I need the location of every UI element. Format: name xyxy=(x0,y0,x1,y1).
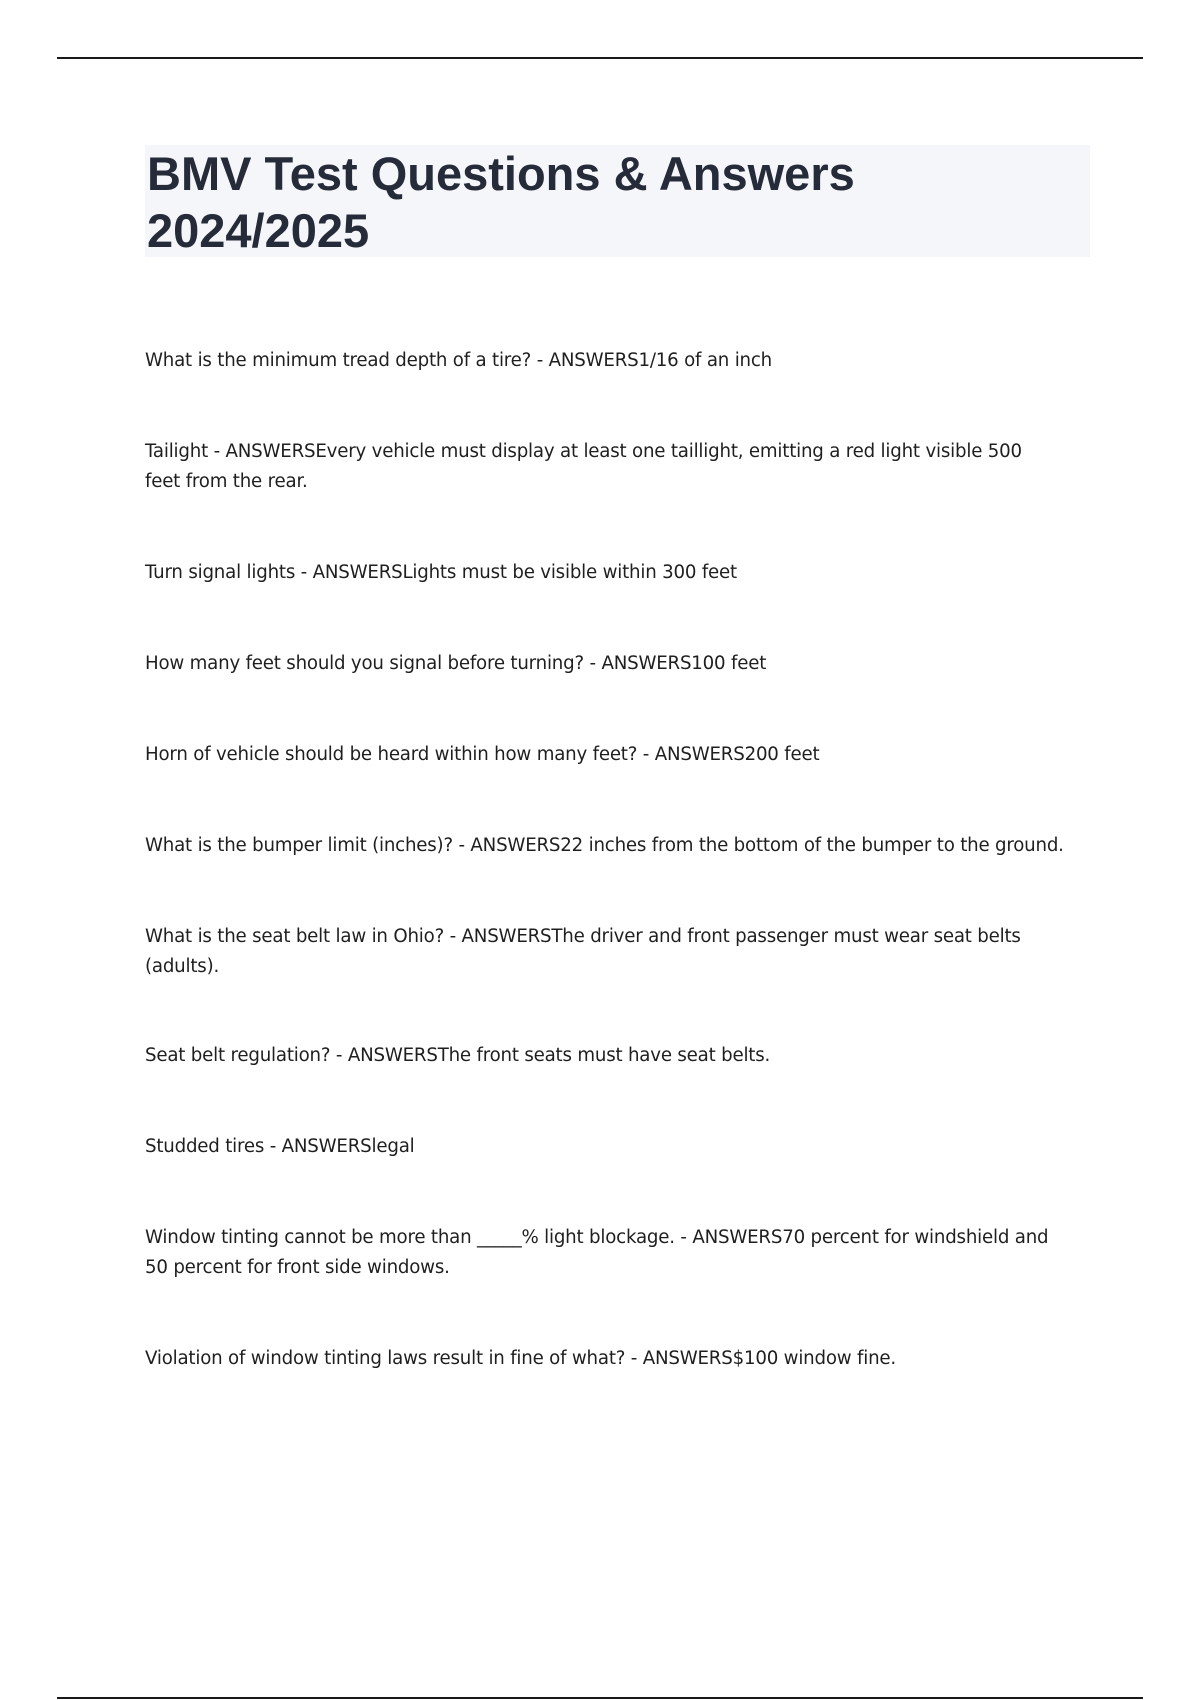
qa-item: Window tinting cannot be more than _____% light blockage. - ANSWERS70 percent for windshield and 50 percent for front side windows. xyxy=(145,1227,1049,1278)
qa-item: How many feet should you signal before turning? - ANSWERS100 feet xyxy=(145,653,767,674)
qa-item: Studded tires - ANSWERSlegal xyxy=(145,1136,415,1157)
qa-item: What is the minimum tread depth of a tire? - ANSWERS1/16 of an inch xyxy=(145,350,772,371)
qa-item: Tailight - ANSWERSEvery vehicle must display at least one taillight, emitting a red light visible 500 feet from the rear. xyxy=(145,441,1022,492)
qa-item: Violation of window tinting laws result in fine of what? - ANSWERS$100 window fine. xyxy=(145,1348,896,1369)
qa-item: Turn signal lights - ANSWERSLights must be visible within 300 feet xyxy=(145,562,737,583)
document-title xyxy=(147,145,855,259)
qa-item: What is the bumper limit (inches)? - ANSWERS22 inches from the bottom of the bumper to the ground. xyxy=(145,835,1064,856)
title-block xyxy=(145,145,1090,257)
qa-item: Horn of vehicle should be heard within how many feet? - ANSWERS200 feet xyxy=(145,744,820,765)
qa-item: What is the seat belt law in Ohio? - ANSWERSThe driver and front passenger must wear seat belts (adults). xyxy=(145,926,1021,977)
title-line-2: 2024/2025 xyxy=(147,204,370,257)
footer-rule xyxy=(57,1697,1143,1699)
qa-item: Seat belt regulation? - ANSWERSThe front seats must have seat belts. xyxy=(145,1045,771,1066)
header-rule xyxy=(57,57,1143,59)
title-line-1: BMV Test Questions & Answers xyxy=(147,147,855,200)
